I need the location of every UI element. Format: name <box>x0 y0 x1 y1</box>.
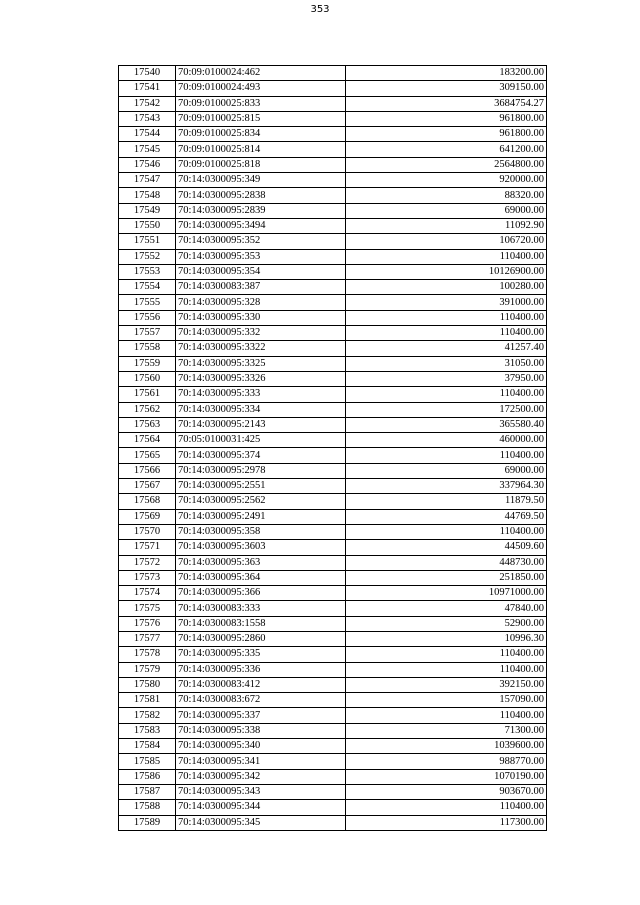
table-row <box>119 509 547 524</box>
row-number-cell: 17580 <box>119 677 176 692</box>
cadastral-number-cell: 70:09:0100025:815 <box>176 111 346 126</box>
registry-table-body <box>119 66 547 831</box>
table-row <box>119 540 547 555</box>
row-number-cell: 17558 <box>119 341 176 356</box>
cadastral-number-cell: 70:14:0300095:337 <box>176 708 346 723</box>
cadastral-number-cell: 70:09:0100024:493 <box>176 81 346 96</box>
value-cell: 31050.00 <box>346 356 547 371</box>
value-cell: 391000.00 <box>346 295 547 310</box>
cadastral-number-cell: 70:14:0300083:387 <box>176 280 346 295</box>
cadastral-number-cell: 70:14:0300095:2860 <box>176 631 346 646</box>
row-number-cell: 17551 <box>119 234 176 249</box>
value-cell: 903670.00 <box>346 784 547 799</box>
row-number-cell: 17573 <box>119 570 176 585</box>
table-row <box>119 173 547 188</box>
row-number-cell: 17569 <box>119 509 176 524</box>
cadastral-number-cell: 70:09:0100025:834 <box>176 127 346 142</box>
cadastral-number-cell: 70:05:0100031:425 <box>176 433 346 448</box>
row-number-cell: 17584 <box>119 739 176 754</box>
value-cell: 961800.00 <box>346 111 547 126</box>
value-cell: 10996.30 <box>346 631 547 646</box>
table-row <box>119 417 547 432</box>
row-number-cell: 17577 <box>119 631 176 646</box>
value-cell: 117300.00 <box>346 815 547 830</box>
cadastral-number-cell: 70:14:0300095:2978 <box>176 463 346 478</box>
table-row <box>119 264 547 279</box>
row-number-cell: 17567 <box>119 479 176 494</box>
table-row <box>119 310 547 325</box>
table-row <box>119 800 547 815</box>
row-number-cell: 17564 <box>119 433 176 448</box>
value-cell: 47840.00 <box>346 601 547 616</box>
cadastral-number-cell: 70:09:0100025:814 <box>176 142 346 157</box>
cadastral-number-cell: 70:09:0100025:818 <box>176 157 346 172</box>
cadastral-number-cell: 70:14:0300095:3494 <box>176 218 346 233</box>
value-cell: 172500.00 <box>346 402 547 417</box>
row-number-cell: 17544 <box>119 127 176 142</box>
value-cell: 100280.00 <box>346 280 547 295</box>
cadastral-number-cell: 70:14:0300095:336 <box>176 662 346 677</box>
cadastral-number-cell: 70:14:0300083:1558 <box>176 616 346 631</box>
cadastral-number-cell: 70:14:0300095:358 <box>176 524 346 539</box>
row-number-cell: 17543 <box>119 111 176 126</box>
table-row <box>119 662 547 677</box>
row-number-cell: 17549 <box>119 203 176 218</box>
value-cell: 157090.00 <box>346 693 547 708</box>
table-row <box>119 402 547 417</box>
cadastral-number-cell: 70:14:0300095:341 <box>176 754 346 769</box>
table-row <box>119 739 547 754</box>
cadastral-number-cell: 70:14:0300095:349 <box>176 173 346 188</box>
row-number-cell: 17555 <box>119 295 176 310</box>
value-cell: 52900.00 <box>346 616 547 631</box>
table-row <box>119 433 547 448</box>
value-cell: 106720.00 <box>346 234 547 249</box>
table-row <box>119 708 547 723</box>
cadastral-number-cell: 70:14:0300095:3326 <box>176 371 346 386</box>
value-cell: 251850.00 <box>346 570 547 585</box>
value-cell: 110400.00 <box>346 387 547 402</box>
value-cell: 110400.00 <box>346 647 547 662</box>
row-number-cell: 17565 <box>119 448 176 463</box>
table-row <box>119 601 547 616</box>
cadastral-number-cell: 70:14:0300095:340 <box>176 739 346 754</box>
table-row <box>119 234 547 249</box>
row-number-cell: 17582 <box>119 708 176 723</box>
table-row <box>119 249 547 264</box>
table-row <box>119 188 547 203</box>
row-number-cell: 17563 <box>119 417 176 432</box>
row-number-cell: 17546 <box>119 157 176 172</box>
row-number-cell: 17559 <box>119 356 176 371</box>
cadastral-number-cell: 70:14:0300095:353 <box>176 249 346 264</box>
value-cell: 2564800.00 <box>346 157 547 172</box>
table-row <box>119 769 547 784</box>
table-row <box>119 448 547 463</box>
table-row <box>119 295 547 310</box>
value-cell: 1039600.00 <box>346 739 547 754</box>
row-number-cell: 17587 <box>119 784 176 799</box>
value-cell: 110400.00 <box>346 310 547 325</box>
table-row <box>119 570 547 585</box>
cadastral-number-cell: 70:14:0300095:330 <box>176 310 346 325</box>
value-cell: 110400.00 <box>346 524 547 539</box>
cadastral-number-cell: 70:14:0300095:344 <box>176 800 346 815</box>
row-number-cell: 17545 <box>119 142 176 157</box>
table-row <box>119 555 547 570</box>
cadastral-number-cell: 70:09:0100024:462 <box>176 66 346 81</box>
table-row <box>119 127 547 142</box>
row-number-cell: 17570 <box>119 524 176 539</box>
row-number-cell: 17540 <box>119 66 176 81</box>
table-row <box>119 280 547 295</box>
table-row <box>119 341 547 356</box>
row-number-cell: 17561 <box>119 387 176 402</box>
row-number-cell: 17572 <box>119 555 176 570</box>
value-cell: 110400.00 <box>346 662 547 677</box>
cadastral-number-cell: 70:14:0300095:354 <box>176 264 346 279</box>
row-number-cell: 17556 <box>119 310 176 325</box>
row-number-cell: 17575 <box>119 601 176 616</box>
value-cell: 110400.00 <box>346 326 547 341</box>
cadastral-number-cell: 70:14:0300095:328 <box>176 295 346 310</box>
value-cell: 44769.50 <box>346 509 547 524</box>
cadastral-number-cell: 70:14:0300095:374 <box>176 448 346 463</box>
table-row <box>119 693 547 708</box>
cadastral-number-cell: 70:14:0300095:366 <box>176 586 346 601</box>
value-cell: 309150.00 <box>346 81 547 96</box>
row-number-cell: 17579 <box>119 662 176 677</box>
page-number: 353 <box>310 4 330 15</box>
cadastral-number-cell: 70:14:0300095:2551 <box>176 479 346 494</box>
table-row <box>119 815 547 830</box>
value-cell: 69000.00 <box>346 463 547 478</box>
value-cell: 183200.00 <box>346 66 547 81</box>
cadastral-number-cell: 70:14:0300095:3325 <box>176 356 346 371</box>
table-row <box>119 356 547 371</box>
cadastral-number-cell: 70:14:0300095:338 <box>176 723 346 738</box>
row-number-cell: 17585 <box>119 754 176 769</box>
row-number-cell: 17578 <box>119 647 176 662</box>
cadastral-number-cell: 70:14:0300095:342 <box>176 769 346 784</box>
row-number-cell: 17571 <box>119 540 176 555</box>
table-row <box>119 524 547 539</box>
value-cell: 110400.00 <box>346 708 547 723</box>
row-number-cell: 17552 <box>119 249 176 264</box>
row-number-cell: 17566 <box>119 463 176 478</box>
value-cell: 365580.40 <box>346 417 547 432</box>
value-cell: 10971000.00 <box>346 586 547 601</box>
row-number-cell: 17542 <box>119 96 176 111</box>
cadastral-number-cell: 70:14:0300095:333 <box>176 387 346 402</box>
cadastral-number-cell: 70:14:0300083:672 <box>176 693 346 708</box>
cadastral-number-cell: 70:14:0300095:345 <box>176 815 346 830</box>
cadastral-number-cell: 70:14:0300095:343 <box>176 784 346 799</box>
cadastral-number-cell: 70:14:0300083:333 <box>176 601 346 616</box>
row-number-cell: 17541 <box>119 81 176 96</box>
value-cell: 110400.00 <box>346 448 547 463</box>
table-row <box>119 218 547 233</box>
table-row <box>119 754 547 769</box>
value-cell: 641200.00 <box>346 142 547 157</box>
value-cell: 1070190.00 <box>346 769 547 784</box>
table-row <box>119 66 547 81</box>
table-row <box>119 387 547 402</box>
table-row <box>119 463 547 478</box>
row-number-cell: 17548 <box>119 188 176 203</box>
table-row <box>119 677 547 692</box>
value-cell: 11092.90 <box>346 218 547 233</box>
value-cell: 69000.00 <box>346 203 547 218</box>
value-cell: 460000.00 <box>346 433 547 448</box>
cadastral-number-cell: 70:14:0300095:2839 <box>176 203 346 218</box>
table-row <box>119 479 547 494</box>
row-number-cell: 17554 <box>119 280 176 295</box>
row-number-cell: 17557 <box>119 326 176 341</box>
value-cell: 110400.00 <box>346 249 547 264</box>
table-row <box>119 371 547 386</box>
value-cell: 41257.40 <box>346 341 547 356</box>
row-number-cell: 17588 <box>119 800 176 815</box>
cadastral-number-cell: 70:14:0300083:412 <box>176 677 346 692</box>
table-row <box>119 616 547 631</box>
value-cell: 920000.00 <box>346 173 547 188</box>
cadastral-number-cell: 70:14:0300095:363 <box>176 555 346 570</box>
cadastral-number-cell: 70:14:0300095:3603 <box>176 540 346 555</box>
row-number-cell: 17568 <box>119 494 176 509</box>
table-row <box>119 723 547 738</box>
table-row <box>119 96 547 111</box>
value-cell: 988770.00 <box>346 754 547 769</box>
row-number-cell: 17550 <box>119 218 176 233</box>
value-cell: 3684754.27 <box>346 96 547 111</box>
table-row <box>119 586 547 601</box>
value-cell: 71300.00 <box>346 723 547 738</box>
value-cell: 961800.00 <box>346 127 547 142</box>
cadastral-number-cell: 70:14:0300095:2143 <box>176 417 346 432</box>
table-row <box>119 784 547 799</box>
row-number-cell: 17560 <box>119 371 176 386</box>
cadastral-number-cell: 70:09:0100025:833 <box>176 96 346 111</box>
table-row <box>119 647 547 662</box>
row-number-cell: 17586 <box>119 769 176 784</box>
cadastral-number-cell: 70:14:0300095:352 <box>176 234 346 249</box>
row-number-cell: 17553 <box>119 264 176 279</box>
cadastral-number-cell: 70:14:0300095:2562 <box>176 494 346 509</box>
table-row <box>119 81 547 96</box>
value-cell: 337964.30 <box>346 479 547 494</box>
row-number-cell: 17574 <box>119 586 176 601</box>
table-row <box>119 142 547 157</box>
registry-table <box>118 65 547 831</box>
value-cell: 44509.60 <box>346 540 547 555</box>
cadastral-number-cell: 70:14:0300095:364 <box>176 570 346 585</box>
table-row <box>119 326 547 341</box>
row-number-cell: 17583 <box>119 723 176 738</box>
cadastral-number-cell: 70:14:0300095:2491 <box>176 509 346 524</box>
value-cell: 392150.00 <box>346 677 547 692</box>
table-row <box>119 494 547 509</box>
row-number-cell: 17576 <box>119 616 176 631</box>
cadastral-number-cell: 70:14:0300095:2838 <box>176 188 346 203</box>
row-number-cell: 17581 <box>119 693 176 708</box>
cadastral-number-cell: 70:14:0300095:332 <box>176 326 346 341</box>
value-cell: 448730.00 <box>346 555 547 570</box>
cadastral-number-cell: 70:14:0300095:335 <box>176 647 346 662</box>
table-row <box>119 157 547 172</box>
table-row <box>119 111 547 126</box>
row-number-cell: 17547 <box>119 173 176 188</box>
row-number-cell: 17562 <box>119 402 176 417</box>
table-row <box>119 631 547 646</box>
value-cell: 88320.00 <box>346 188 547 203</box>
value-cell: 110400.00 <box>346 800 547 815</box>
table-row <box>119 203 547 218</box>
value-cell: 11879.50 <box>346 494 547 509</box>
cadastral-number-cell: 70:14:0300095:3322 <box>176 341 346 356</box>
row-number-cell: 17589 <box>119 815 176 830</box>
cadastral-number-cell: 70:14:0300095:334 <box>176 402 346 417</box>
value-cell: 10126900.00 <box>346 264 547 279</box>
value-cell: 37950.00 <box>346 371 547 386</box>
